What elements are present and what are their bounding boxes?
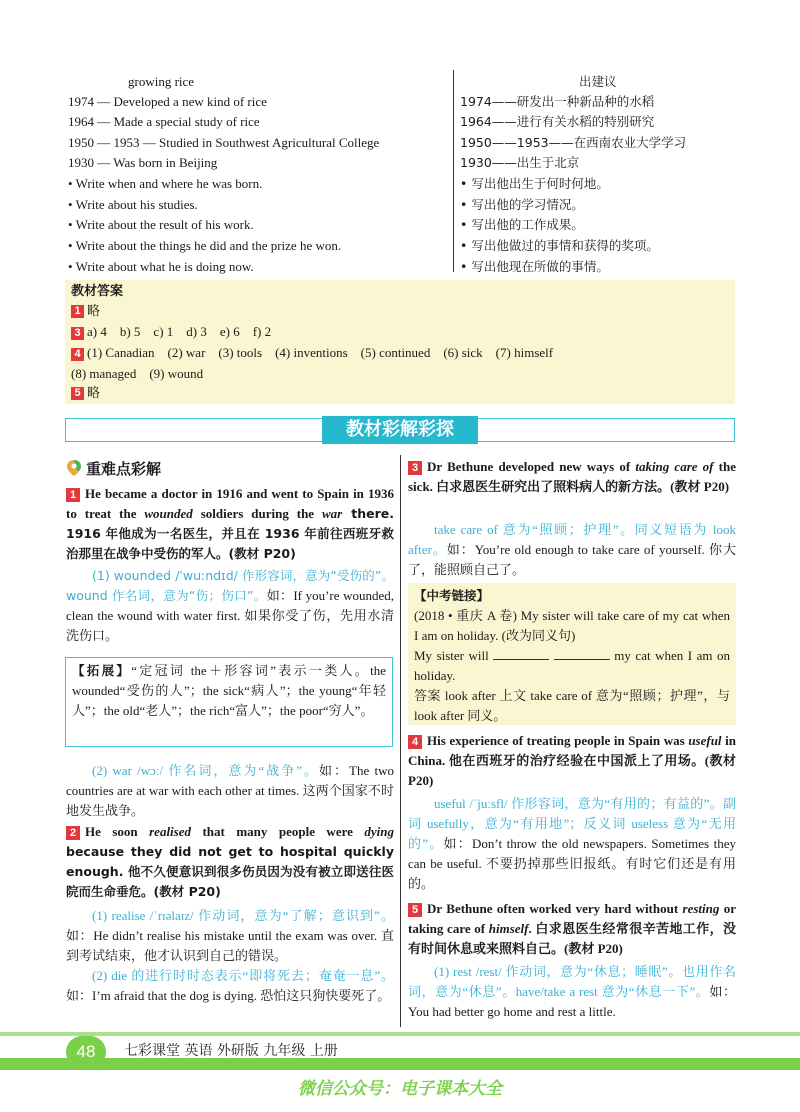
point-3 xyxy=(408,457,736,497)
text-line: • 写出他的学习情况。 xyxy=(460,197,584,212)
exam-question: (2018 • 重庆 A 卷) My sister will take care of my cat when I am on holiday. (改为同义句) xyxy=(414,608,730,643)
number-badge: 1 xyxy=(66,488,80,502)
answers-title: 教材答案 xyxy=(71,284,124,299)
text-line: • Write about the things he did and the prize he won. xyxy=(68,238,342,253)
note-text: 如：He didn’t realise his mistake until the exam was over. 直到考试结束，他才认识到自己的错误。 xyxy=(66,928,394,963)
note-text: 如：Don’t throw the old newspapers. Sometimes they can be useful. 不要扔掉那些旧报纸。有时它们还是有用的。 xyxy=(408,836,736,891)
text-line: 出建议 xyxy=(579,74,617,89)
text-line: • 写出他的工作成果。 xyxy=(460,217,584,232)
note-highlight: (1) wounded /ˈwuːndɪd/ 作形容词，意为“受伤的”。wound 作名词，意为“伤；伤口”。 xyxy=(66,568,394,603)
answer-item xyxy=(71,364,203,384)
number-badge: 2 xyxy=(66,826,80,840)
note-text: 如：The two countries are at war with each other at times. 这两个国家不时地发生战争。 xyxy=(66,763,394,818)
answer-text: 略 xyxy=(87,386,101,401)
location-pin-icon xyxy=(66,459,82,477)
answer-text: (1) Canadian (2) war (3) tools (4) inventions (5) continued (6) sick (7) himself xyxy=(87,345,554,360)
book-title: 七彩课堂 英语 外研版 九年级 上册 xyxy=(124,1043,338,1059)
answer-text: a) 4 b) 5 c) 1 d) 3 e) 6 f) 2 xyxy=(87,324,272,339)
text-line: • 写出他做过的事情和获得的奖项。 xyxy=(460,238,659,253)
point-text: He soon xyxy=(85,824,150,839)
text-line: 1964 — Made a special study of rice xyxy=(68,114,260,129)
number-badge: 5 xyxy=(408,903,422,917)
section-heading xyxy=(66,458,161,480)
watermark: 微信公众号：电子课本大全 xyxy=(298,1079,502,1099)
tip-box xyxy=(65,657,393,747)
number-badge: 4 xyxy=(71,348,84,361)
answer-blank[interactable] xyxy=(493,647,549,660)
point-text: that many people were xyxy=(191,824,365,839)
exam-label: 【中考链接】 xyxy=(414,588,490,603)
note xyxy=(66,906,394,966)
note xyxy=(408,962,736,1022)
page-number: 48 xyxy=(66,1036,106,1068)
point-5 xyxy=(408,899,736,959)
text-line: • Write about the result of his work. xyxy=(68,217,254,232)
answer-item xyxy=(71,322,271,342)
answer-item xyxy=(71,343,553,363)
text-line: 1950——1953——在西南农业大学学习 xyxy=(460,135,687,150)
point-text: He became a doctor in 1916 and went to Spain in 1936 to treat the xyxy=(66,486,394,521)
section-title: 重难点彩解 xyxy=(86,460,162,478)
note-highlight: (1) rest /rest/ 作动词，意为“休息；睡眠”。也用作名词，意为“休息”。have/take a rest 意为“休息一下”。 xyxy=(408,964,736,999)
note xyxy=(66,761,394,821)
text-line: 1974——研发出一种新品种的水稻 xyxy=(460,94,655,109)
number-badge: 1 xyxy=(71,305,84,318)
text-line: • Write about his studies. xyxy=(68,197,198,212)
point-text: because they did not get to hospital quickly enough. 他不久便意识到很多伤员因为没有被立即送往医院而生命垂危。(教材 P20) xyxy=(66,844,394,899)
text-line: 1930 — Was born in Beijing xyxy=(68,155,218,170)
answer-blank[interactable] xyxy=(554,647,610,660)
number-badge: 3 xyxy=(408,461,422,475)
number-badge: 3 xyxy=(71,327,84,340)
text-line: 1930——出生于北京 xyxy=(460,155,580,170)
note-highlight: (1) realise /ˈrɪəlaɪz/ 作动词，意为“了解；意识到”。 xyxy=(92,908,394,923)
note-text: 如：You had better go home and rest a little. xyxy=(408,984,736,1019)
footer-bar xyxy=(0,1058,800,1070)
point-text: soldiers during the xyxy=(192,506,322,521)
keyword: war xyxy=(322,506,343,521)
keyword: dying xyxy=(364,824,394,839)
column-divider xyxy=(453,70,454,272)
exam-answer: 答案 look after 上文 take care of 意为“照顾；护理”，与 look after 同义。 xyxy=(414,688,730,723)
point-text: . 白求恩医生经常很辛苦地工作，没有时间休息或来照料自己。(教材 P20) xyxy=(408,921,736,956)
text-line: • 写出他现在所做的事情。 xyxy=(460,259,609,274)
note-highlight: take care of 意为“照顾；护理”。同义短语为 look after。 xyxy=(408,522,736,557)
point-text: Dr Bethune often worked very hard without xyxy=(427,901,683,916)
note-text: 如：I’m afraid that the dog is dying. 恐怕这只狗快要死了。 xyxy=(66,988,391,1003)
keyword: resting xyxy=(682,901,720,916)
answer-text: (8) managed (9) wound xyxy=(71,366,204,381)
note-text: 如：You’re old enough to take care of yourself. 你大了，能照顾自己了。 xyxy=(408,542,736,577)
note xyxy=(66,966,394,1006)
point-text: the sick. 白求恩医生研究出了照料病人的新方法。(教材 P20) xyxy=(408,459,736,494)
tip-label: 【拓展】 xyxy=(72,663,132,678)
text-line: • 写出他出生于何时何地。 xyxy=(460,176,609,191)
keyword: himself xyxy=(488,921,529,936)
answers-box xyxy=(65,280,735,404)
exam-fill-text: My sister will xyxy=(414,648,489,663)
point-text: in China. 他在西班牙的治疗经验在中国派上了用场。(教材 P20) xyxy=(408,733,737,788)
keyword: wounded xyxy=(144,506,193,521)
point-1 xyxy=(66,484,394,564)
point-text: or taking care of xyxy=(408,901,736,936)
text-line: growing rice xyxy=(128,74,195,89)
note xyxy=(408,520,736,580)
number-badge: 5 xyxy=(71,387,84,400)
text-line: 1964——进行有关水稻的特别研究 xyxy=(460,114,655,129)
answer-text: 略 xyxy=(87,304,101,319)
exam-fill-text: my cat when I am on holiday. xyxy=(414,648,730,683)
note xyxy=(408,794,736,894)
note-highlight: useful /ˈjuːsfl/ 作形容词，意为“有用的；有益的”。副词 usefully，意为“有用地”；反义词 useless 意为“无用的”。 xyxy=(408,796,736,851)
answer-item xyxy=(71,384,100,404)
point-text: Dr Bethune developed new ways of xyxy=(427,459,636,474)
keyword: taking care of xyxy=(635,459,714,474)
text-line: 1974 — Developed a new kind of rice xyxy=(68,94,267,109)
point-text: His experience of treating people in Spain was xyxy=(427,733,689,748)
note-highlight: (2) die 的进行时时态表示“即将死去；奄奄一息”。 xyxy=(92,968,394,983)
column-divider xyxy=(400,455,401,1027)
answer-item xyxy=(71,302,100,322)
text-line: • Write about what he is doing now. xyxy=(68,259,254,274)
keyword: realised xyxy=(149,824,191,839)
footer-accent-line xyxy=(0,1032,800,1036)
point-4 xyxy=(408,731,736,791)
keyword: useful xyxy=(688,733,722,748)
exam-fill xyxy=(414,646,730,686)
point-2 xyxy=(66,822,394,902)
point-text: there. 1916 年他成为一名医生，并且在 1936 年前往西班牙救治那里在战争中受伤的军人。(教材 P20) xyxy=(66,506,394,561)
banner-title: 教材彩解彩探 xyxy=(322,416,478,444)
note xyxy=(66,566,394,646)
number-badge: 4 xyxy=(408,735,422,749)
text-line: 1950 — 1953 — Studied in Southwest Agricultural College xyxy=(68,135,380,150)
tip-text: “定冠词 the＋形容词”表示一类人。the wounded“受伤的人”；the sick“病人”；the young“年轻人”；the old“老人”；the rich“富人”；the poor“穷人”。 xyxy=(72,663,386,718)
text-line: • Write when and where he was born. xyxy=(68,176,263,191)
note-text: 如：If you’re wounded, clean the wound with water first. 如果你受了伤，先用水清洗伤口。 xyxy=(66,588,394,643)
note-highlight: (2) war /wɔː/ 作名词，意为“战争”。 xyxy=(92,763,320,778)
exam-link-box xyxy=(408,583,736,725)
